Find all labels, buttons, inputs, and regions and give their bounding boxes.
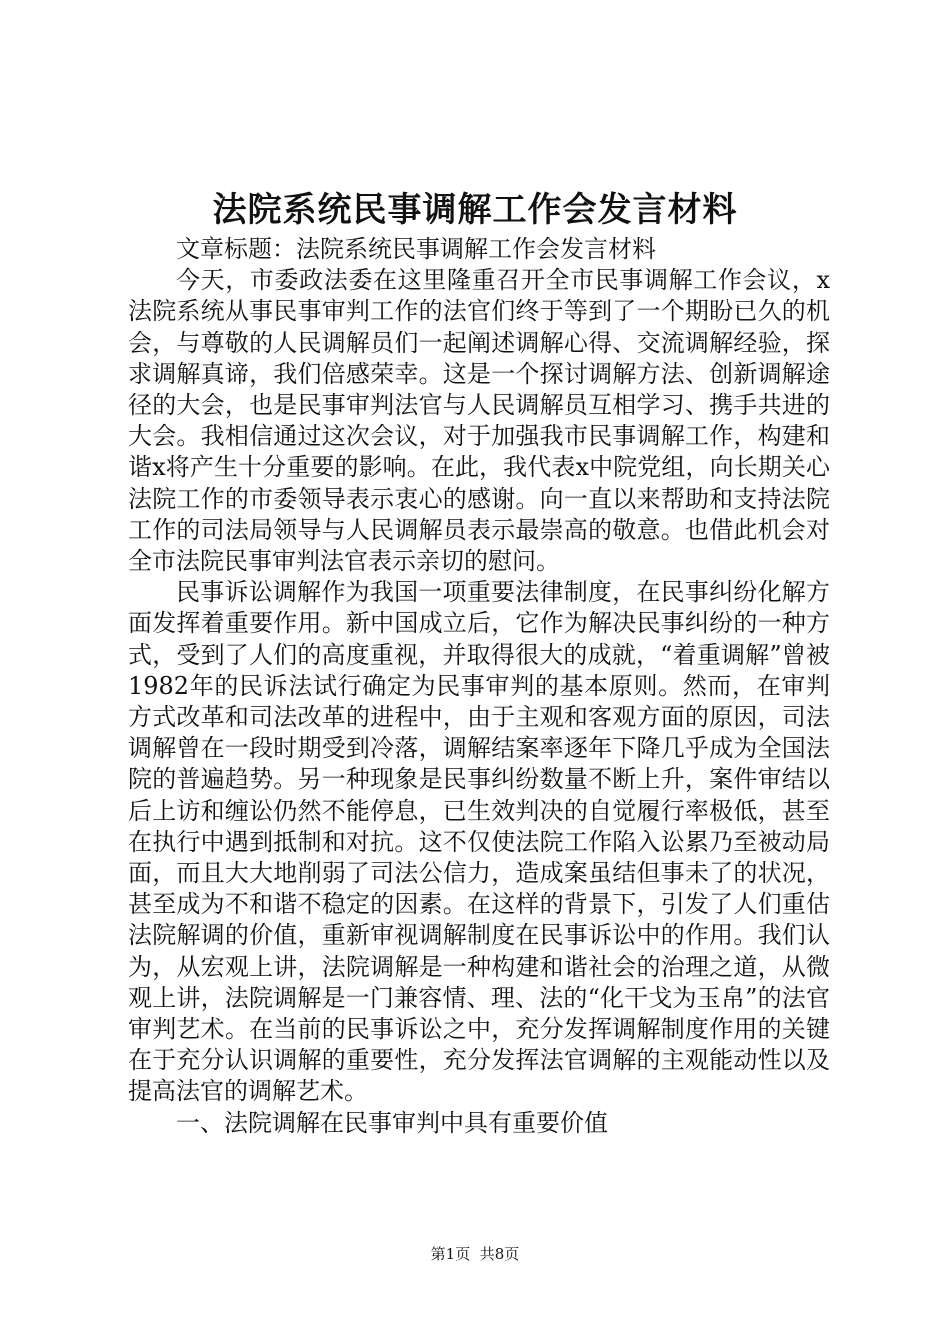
paragraph-opening: 今天，市委政法委在这里隆重召开全市民事调解工作会议，x法院系统从事民事审判工作的法官们终于等到了一个期盼已久的机会，与尊敬的人民调解员们一起阐述调解心得、交流调解经验，探求调解真谛，我们倍感荣幸。这是一个探讨调解方法、创新调解途径的大会，也是民事审判法官与人民调解员互相学习、携手共进的大会。我相信通过这次会议，对于加强我市民事调解工作，构建和谐x将产生十分重要的影响。在此，我代表x中院党组，向长期关心法院工作的市委领导表示衷心的感谢。向一直以来帮助和支持法院工作的司法局领导与人民调解员表示最崇高的敬意。也借此机会对全市法院民事审判法官表示亲切的慰问。 bbox=[128, 266, 830, 576]
page-total: 共8页 bbox=[479, 1245, 520, 1263]
section-heading-1: 一、法院调解在民事审判中具有重要价值 bbox=[176, 1108, 608, 1137]
page-footer bbox=[0, 1244, 950, 1264]
document-title: 法院系统民事调解工作会发言材料 bbox=[212, 190, 738, 230]
paragraph-mediation-history: 民事诉讼调解作为我国一项重要法律制度，在民事纠纷化解方面发挥着重要作用。新中国成立后，它作为解决民事纠纷的一种方式，受到了人们的高度重视，并取得很大的成就，“着重调解”曾被1982年的民诉法试行确定为民事审判的基本原则。然而，在审判方式改革和司法改革的进程中，由于主观和客观方面的原因，司法调解曾在一段时期受到冷落，调解结案率逐年下降几乎成为全国法院的普遍趋势。另一种现象是民事纠纷数量不断上升，案件审结以后上访和缠讼仍然不能停息，已生效判决的自觉履行率极低，甚至在执行中遇到抵制和对抗。这不仅使法院工作陷入讼累乃至被动局面，而且大大地削弱了司法公信力，造成案虽结但事未了的状况，甚至成为不和谐不稳定的因素。在这样的背景下，引发了人们重估法院解调的价值，重新审视调解制度在民事诉讼中的作用。我们认为，从宏观上讲，法院调解是一种构建和谐社会的治理之道，从微观上讲，法院调解是一门兼容情、理、法的“化干戈为玉帛”的法官审判艺术。在当前的民事诉讼之中，充分发挥调解制度作用的关键在于充分认识调解的重要性，充分发挥法官调解的主观能动性以及提高法官的调解艺术。 bbox=[128, 578, 830, 1106]
article-title-line: 文章标题：法院系统民事调解工作会发言材料 bbox=[176, 235, 656, 263]
document-body bbox=[128, 234, 830, 1139]
page-number: 第1页 bbox=[430, 1245, 471, 1263]
